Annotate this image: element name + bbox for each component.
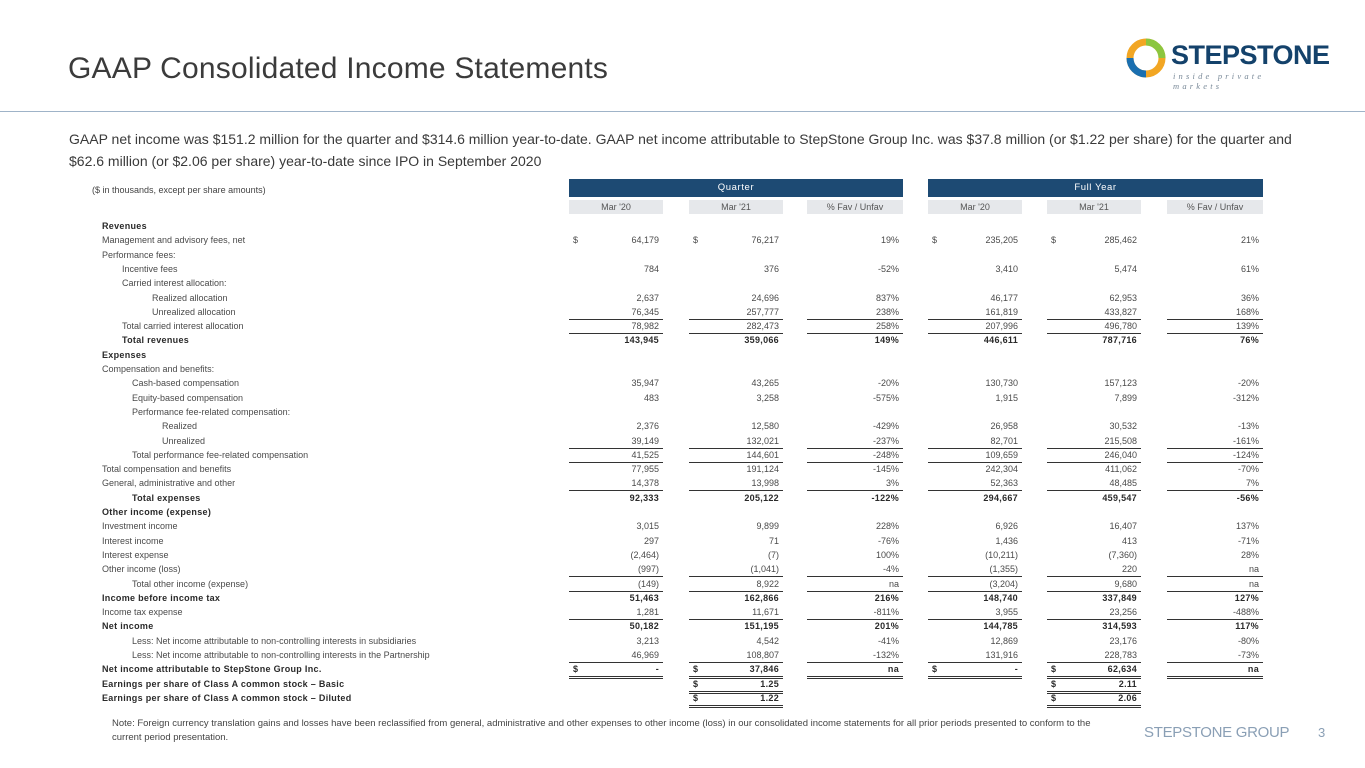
value-cell: 109,659 [928, 448, 1022, 463]
value-cell: 4,542 [756, 635, 779, 646]
row-label: Other income (expense) [102, 507, 212, 517]
table-row [0, 391, 1365, 405]
logo-tagline: inside private markets [1173, 71, 1265, 91]
row-label: Interest expense [102, 549, 169, 560]
currency-symbol: $ [932, 664, 938, 675]
value-cell: 297 [643, 535, 659, 546]
pct-change-cell: 149% [874, 335, 899, 346]
value-cell: 78,982 [569, 319, 663, 334]
value-cell: 9,680 [1047, 577, 1141, 592]
value-cell: 76,217 [751, 235, 779, 246]
pct-change-cell: 127% [1234, 592, 1259, 603]
pct-change-cell: na [807, 662, 903, 679]
pct-change-cell: -312% [1232, 392, 1259, 403]
value-cell: 207,996 [928, 319, 1022, 334]
value-cell: 77,955 [631, 464, 659, 475]
currency-symbol: $ [1051, 235, 1057, 246]
column-header: % Fav / Unfav [807, 200, 903, 214]
column-header: Mar '20 [569, 200, 663, 214]
pct-change-cell: -429% [872, 421, 899, 432]
value-cell: 2,376 [636, 421, 659, 432]
value-cell: 496,780 [1047, 319, 1141, 334]
value-cell: 1,915 [995, 392, 1018, 403]
table-row [0, 219, 1365, 233]
value-cell: 191,124 [746, 464, 779, 475]
logo-ring-icon [1126, 38, 1166, 78]
table-row [0, 619, 1365, 633]
value-cell: - [569, 662, 663, 679]
value-cell: 3,258 [756, 392, 779, 403]
table-row [0, 548, 1365, 562]
row-label: Carried interest allocation: [122, 278, 227, 289]
value-cell: 39,149 [569, 434, 663, 449]
value-cell: 108,807 [689, 648, 783, 663]
value-cell: (1,041) [689, 562, 783, 577]
value-cell: 3,955 [928, 605, 1022, 620]
pct-change-cell: -41% [877, 635, 899, 646]
value-cell: 41,525 [569, 448, 663, 463]
currency-symbol: $ [1051, 664, 1057, 675]
value-cell: 376 [763, 263, 779, 274]
table-row [0, 291, 1365, 305]
value-cell [928, 677, 1022, 691]
currency-symbol: $ [573, 235, 579, 246]
value-cell: 3,410 [995, 263, 1018, 274]
pct-change-cell: 117% [1235, 621, 1259, 632]
pct-change-cell: -145% [872, 464, 899, 475]
value-cell: 12,580 [751, 421, 779, 432]
table-row [0, 605, 1365, 619]
row-label: Cash-based compensation [132, 378, 240, 389]
value-cell: 411,062 [1105, 464, 1137, 475]
summary-text: GAAP net income was $151.2 million for the quarter and $314.6 million year-to-date. GAAP net income attributable to StepStone Group Inc. was $37.8 million (or $1.22 per share) for the quarter and $62.6 million (or $2.06 per share) year-to-date since IPO in September 2020 [69, 131, 1292, 169]
pct-change-cell: -4% [807, 562, 903, 577]
currency-symbol: $ [693, 678, 699, 689]
pct-change-cell: -52% [877, 263, 899, 274]
pct-change-cell: -73% [1167, 648, 1263, 663]
pct-change-cell [1167, 677, 1263, 691]
value-cell: 459,547 [1102, 492, 1137, 503]
value-cell: 131,916 [928, 648, 1022, 663]
page-title: GAAP Consolidated Income Statements [68, 52, 609, 85]
value-cell: 51,463 [629, 592, 659, 603]
page-number: 3 [1318, 725, 1326, 740]
value-cell: 787,716 [1102, 335, 1137, 346]
pct-change-cell: -20% [1237, 378, 1259, 389]
value-cell: 23,256 [1047, 605, 1141, 620]
value-cell: (7,360) [1108, 549, 1137, 560]
table-row [0, 677, 1365, 691]
row-label: Total performance fee-related compensation [132, 449, 309, 460]
value-cell: 246,040 [1047, 448, 1141, 463]
pct-change-cell: -80% [1237, 635, 1259, 646]
row-label: Total other income (expense) [132, 578, 249, 589]
pct-change-cell: -811% [807, 605, 903, 620]
pct-change-cell: 168% [1167, 305, 1263, 320]
value-cell: 46,969 [569, 648, 663, 663]
pct-change-cell: 258% [807, 319, 903, 334]
value-cell: 3,213 [636, 635, 659, 646]
value-cell: 6,926 [995, 521, 1018, 532]
pct-change-cell: -248% [807, 448, 903, 463]
pct-change-cell: 228% [875, 521, 899, 532]
pct-change-cell: -13% [1237, 421, 1259, 432]
value-cell: (149) [569, 577, 663, 592]
table-row [0, 634, 1365, 648]
value-cell: (7) [768, 549, 779, 560]
value-cell: 12,869 [990, 635, 1018, 646]
table-row [0, 262, 1365, 276]
pct-change-cell: 137% [1235, 521, 1259, 532]
value-cell: 23,176 [1109, 635, 1137, 646]
table-row [0, 305, 1365, 319]
logo-name: STEPSTONE [1171, 40, 1330, 70]
table-row [0, 248, 1365, 262]
value-cell: 242,304 [985, 464, 1018, 475]
value-cell: 8,922 [689, 577, 783, 592]
value-cell: 52,363 [928, 476, 1022, 491]
table-row [0, 362, 1365, 376]
currency-symbol: $ [693, 664, 699, 675]
pct-change-cell: -76% [877, 535, 899, 546]
value-cell: 1.25 [689, 677, 783, 694]
row-label: Other income (loss) [102, 564, 181, 575]
table-row [0, 577, 1365, 591]
value-cell: 359,066 [744, 335, 779, 346]
value-cell: 157,123 [1104, 378, 1137, 389]
value-cell: 205,122 [744, 492, 779, 503]
value-cell: 144,601 [689, 448, 783, 463]
table-row [0, 476, 1365, 490]
value-cell: 92,333 [629, 492, 659, 503]
pct-change-cell: -71% [1237, 535, 1259, 546]
pct-change-cell: -575% [872, 392, 899, 403]
pct-change-cell: -56% [1236, 492, 1259, 503]
value-cell: (2,464) [630, 549, 659, 560]
table-row [0, 419, 1365, 433]
value-cell: 50,182 [629, 621, 659, 632]
table-row [0, 648, 1365, 662]
row-label: Earnings per share of Class A common stock – Basic [102, 678, 345, 689]
row-label: Less: Net income attributable to non-controlling interests in subsidiaries [132, 635, 417, 646]
value-cell: 1,436 [995, 535, 1018, 546]
row-label: Unrealized [162, 435, 206, 446]
value-cell: 3,015 [636, 521, 659, 532]
table-row [0, 434, 1365, 448]
value-cell: 26,958 [990, 421, 1018, 432]
value-cell: (1,355) [928, 562, 1022, 577]
pct-change-cell: -488% [1167, 605, 1263, 620]
pct-change-cell: -122% [871, 492, 899, 503]
pct-change-cell: -124% [1167, 448, 1263, 463]
value-cell: 2,637 [636, 292, 659, 303]
pct-change-cell: -161% [1167, 434, 1263, 449]
pct-change-cell: 36% [1240, 292, 1259, 303]
table-row [0, 376, 1365, 390]
row-label: Management and advisory fees, net [102, 235, 246, 246]
value-cell [569, 691, 663, 705]
table-row [0, 691, 1365, 705]
column-header: Mar '21 [1047, 200, 1141, 214]
value-cell: 46,177 [990, 292, 1018, 303]
currency-symbol: $ [573, 664, 579, 675]
value-cell: 483 [643, 392, 659, 403]
row-label: Net income attributable to StepStone Group Inc. [102, 664, 322, 675]
value-cell: 5,474 [1114, 263, 1137, 274]
value-cell: 35,947 [631, 378, 659, 389]
value-cell: 1.22 [689, 691, 783, 708]
pct-change-cell: 216% [874, 592, 899, 603]
company-logo [1126, 38, 1330, 91]
currency-symbol: $ [932, 235, 938, 246]
row-label: Revenues [102, 221, 147, 231]
table-row [0, 348, 1365, 362]
value-cell: 13,998 [689, 476, 783, 491]
value-cell: 24,696 [751, 292, 779, 303]
pct-change-cell: 76% [1240, 335, 1259, 346]
row-label: Net income [102, 621, 154, 632]
pct-change-cell: -70% [1237, 464, 1259, 475]
row-label: Expenses [102, 349, 147, 360]
row-label: Realized allocation [152, 292, 228, 303]
value-cell: 144,785 [983, 621, 1018, 632]
table-row [0, 462, 1365, 476]
row-label: Total expenses [132, 492, 201, 503]
value-cell: 161,819 [928, 305, 1022, 320]
pct-change-cell: -20% [877, 378, 899, 389]
value-cell: 413 [1121, 535, 1137, 546]
row-label: Less: Net income attributable to non-controlling interests in the Partnership [132, 650, 430, 660]
pct-change-cell: 21% [1240, 235, 1259, 246]
value-cell: 43,265 [751, 378, 779, 389]
group-header-quarter: Quarter [569, 179, 903, 197]
pct-change-cell: na [1167, 662, 1263, 679]
table-row [0, 233, 1365, 247]
footnote: Note: Foreign currency translation gains and losses have been reclassified from general, administrative and other expenses to other income (loss) in our consolidated income statements for all prior periods presented to conform to the current period presentation. [112, 718, 1091, 743]
value-cell: 282,473 [689, 319, 783, 334]
table-row [0, 319, 1365, 333]
value-cell: 433,827 [1047, 305, 1141, 320]
pct-change-cell: 238% [807, 305, 903, 320]
pct-change-cell: 19% [880, 235, 899, 246]
row-label: Total carried interest allocation [122, 321, 244, 332]
column-header: Mar '21 [689, 200, 783, 214]
value-cell: 11,671 [689, 605, 783, 620]
value-cell: 132,021 [689, 434, 783, 449]
currency-symbol: $ [1051, 692, 1057, 703]
value-cell: (997) [569, 562, 663, 577]
pct-change-cell: 837% [875, 292, 899, 303]
pct-change-cell: 3% [807, 476, 903, 491]
table-row [0, 276, 1365, 290]
value-cell: 337,849 [1102, 592, 1137, 603]
pct-change-cell: -237% [807, 434, 903, 449]
value-cell: (10,211) [985, 549, 1018, 560]
pct-change-cell: 201% [874, 621, 899, 632]
table-row [0, 562, 1365, 576]
value-cell: 2.11 [1047, 677, 1141, 694]
pct-change-cell: 7% [1167, 476, 1263, 491]
value-cell: 76,345 [569, 305, 663, 320]
column-header: Mar '20 [928, 200, 1022, 214]
pct-change-cell: 139% [1167, 319, 1263, 334]
row-label: Interest income [102, 535, 164, 546]
pct-change-cell: na [807, 577, 903, 592]
value-cell: 71 [768, 535, 779, 546]
pct-change-cell: na [1167, 562, 1263, 577]
value-cell [928, 691, 1022, 705]
footer-brand: STEPSTONE GROUP [1144, 724, 1290, 741]
value-cell: 220 [1047, 562, 1141, 577]
table-row [0, 505, 1365, 519]
value-cell: 48,485 [1047, 476, 1141, 491]
units-note: ($ in thousands, except per share amounts) [92, 185, 266, 195]
row-label: Performance fees: [102, 249, 176, 260]
table-row [0, 662, 1365, 676]
column-header: % Fav / Unfav [1167, 200, 1263, 214]
row-label: Unrealized allocation [152, 306, 236, 317]
row-label: Performance fee-related compensation: [132, 406, 291, 417]
value-cell: 130,730 [985, 378, 1018, 389]
pct-change-cell: 100% [875, 549, 899, 560]
value-cell: - [928, 662, 1022, 679]
title-divider [0, 111, 1365, 112]
pct-change-cell: 61% [1240, 263, 1259, 274]
row-label: Equity-based compensation [132, 392, 244, 403]
value-cell: 30,532 [1109, 421, 1137, 432]
value-cell: 162,866 [744, 592, 779, 603]
value-cell [569, 677, 663, 691]
row-label: Total compensation and benefits [102, 464, 232, 475]
table-row [0, 333, 1365, 347]
value-cell: 784 [643, 263, 659, 274]
pct-change-cell: -132% [807, 648, 903, 663]
value-cell: 37,846 [689, 662, 783, 679]
value-cell: 446,611 [983, 335, 1018, 346]
pct-change-cell [1167, 691, 1263, 705]
value-cell: 64,179 [631, 235, 659, 246]
row-label: Investment income [102, 521, 178, 532]
value-cell: 151,195 [744, 621, 779, 632]
value-cell: 7,899 [1114, 392, 1137, 403]
value-cell: 14,378 [569, 476, 663, 491]
value-cell: 16,407 [1109, 521, 1137, 532]
pct-change-cell: na [1167, 577, 1263, 592]
group-header-full-year: Full Year [928, 179, 1263, 197]
value-cell: 1,281 [569, 605, 663, 620]
value-cell: 228,783 [1047, 648, 1141, 663]
value-cell: 314,593 [1102, 621, 1137, 632]
value-cell: 82,701 [928, 434, 1022, 449]
value-cell: 62,634 [1047, 662, 1141, 679]
row-label: Compensation and benefits: [102, 364, 215, 374]
table-row [0, 448, 1365, 462]
row-label: Income before income tax [102, 592, 221, 603]
value-cell: (3,204) [928, 577, 1022, 592]
value-cell: 62,953 [1109, 292, 1137, 303]
row-label: Incentive fees [122, 263, 178, 274]
value-cell: 235,205 [985, 235, 1018, 246]
table-row [0, 405, 1365, 419]
value-cell: 9,899 [756, 521, 779, 532]
pct-change-cell: 28% [1240, 549, 1259, 560]
row-label: Realized [162, 421, 198, 432]
currency-symbol: $ [693, 235, 699, 246]
currency-symbol: $ [693, 692, 699, 703]
row-label: Earnings per share of Class A common stock – Diluted [102, 692, 352, 703]
currency-symbol: $ [1051, 678, 1057, 689]
value-cell: 215,508 [1047, 434, 1141, 449]
table-row [0, 591, 1365, 605]
value-cell: 257,777 [689, 305, 783, 320]
pct-change-cell [807, 691, 903, 705]
pct-change-cell [807, 677, 903, 691]
row-label: General, administrative and other [102, 478, 236, 489]
table-row [0, 534, 1365, 548]
table-row [0, 491, 1365, 505]
value-cell: 148,740 [983, 592, 1018, 603]
table-row [0, 519, 1365, 533]
row-label: Total revenues [122, 335, 190, 346]
value-cell: 294,667 [983, 492, 1018, 503]
row-label: Income tax expense [102, 607, 183, 618]
value-cell: 143,945 [624, 335, 659, 346]
value-cell: 285,462 [1104, 235, 1137, 246]
value-cell: 2.06 [1047, 691, 1141, 708]
